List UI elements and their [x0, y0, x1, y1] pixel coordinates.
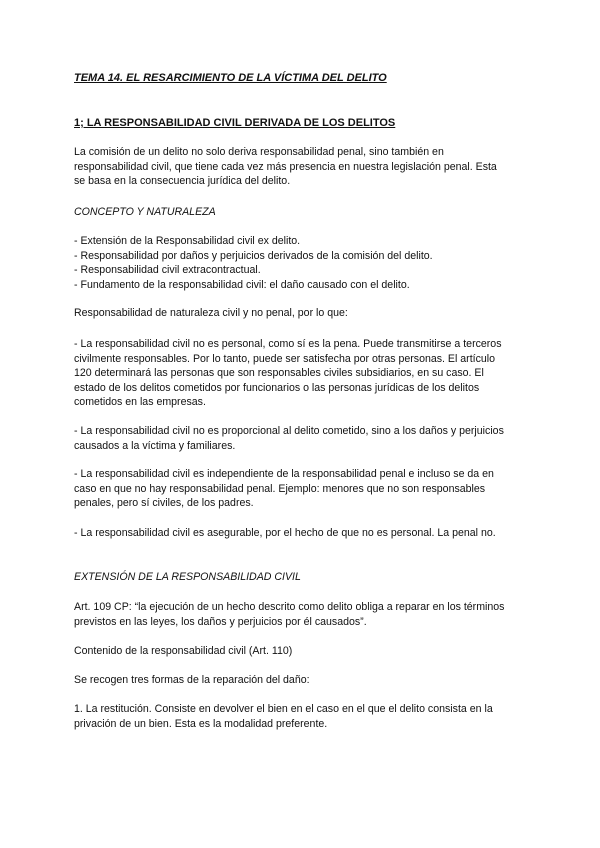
nature-intro: Responsabilidad de naturaleza civil y no penal, por lo que:: [74, 307, 348, 319]
extension-heading: EXTENSIÓN DE LA RESPONSABILIDAD CIVIL: [74, 571, 301, 583]
concept-list: - Extensión de la Responsabilidad civil ex delito. - Responsabilidad por daños y perjuicios derivados de la comisión del delito. - Responsabilidad civil extracontractual. - Fundamento de la responsabilidad civil: el daño causado con el delito.: [74, 235, 433, 291]
document-title: TEMA 14. EL RESARCIMIENTO DE LA VÍCTIMA DEL DELITO: [74, 72, 387, 84]
concept-heading: CONCEPTO Y NATURALEZA: [74, 206, 216, 218]
intro-paragraph: La comisión de un delito no solo deriva responsabilidad penal, sino también en responsabilidad civil, que tiene cada vez más presencia en nuestra legislación penal. Esta se basa en la consecuencia jurídica del delito.: [74, 146, 497, 188]
nature-point-2: - La responsabilidad civil no es proporcional al delito cometido, sino a los daños y perjuicios causados a la víctima y familiares.: [74, 425, 504, 452]
article-109-quote: Art. 109 CP: “la ejecución de un hecho descrito como delito obliga a reparar en los términos previstos en las leyes, los daños y perjuicios por él causados”.: [74, 601, 505, 628]
restitution-paragraph: 1. La restitución. Consiste en devolver el bien en el caso en el que el delito consista en la privación de un bien. Esta es la modalidad preferente.: [74, 703, 493, 730]
section-heading: 1; LA RESPONSABILIDAD CIVIL DERIVADA DE LOS DELITOS: [74, 117, 396, 129]
content-line: Contenido de la responsabilidad civil (Art. 110): [74, 645, 293, 657]
nature-point-4: - La responsabilidad civil es asegurable, por el hecho de que no es personal. La penal no.: [74, 527, 496, 539]
nature-point-1: - La responsabilidad civil no es personal, como sí es la pena. Puede transmitirse a terceros civilmente responsables. Por lo tanto, puede ser satisfecha por otras personas. El artículo 120 determinará las personas que son responsables civiles subsidiarios, en su caso. El estado de los delitos cometidos por funcionarios o las personas jurídicas de los delitos cometidos en las empresas.: [74, 338, 502, 409]
forms-line: Se recogen tres formas de la reparación del daño:: [74, 674, 310, 686]
nature-point-3: - La responsabilidad civil es independiente de la responsabilidad penal e incluso se da en caso en que no hay responsabilidad penal. Ejemplo: menores que no son responsables penales, pero sí civiles, de los padres.: [74, 468, 494, 510]
